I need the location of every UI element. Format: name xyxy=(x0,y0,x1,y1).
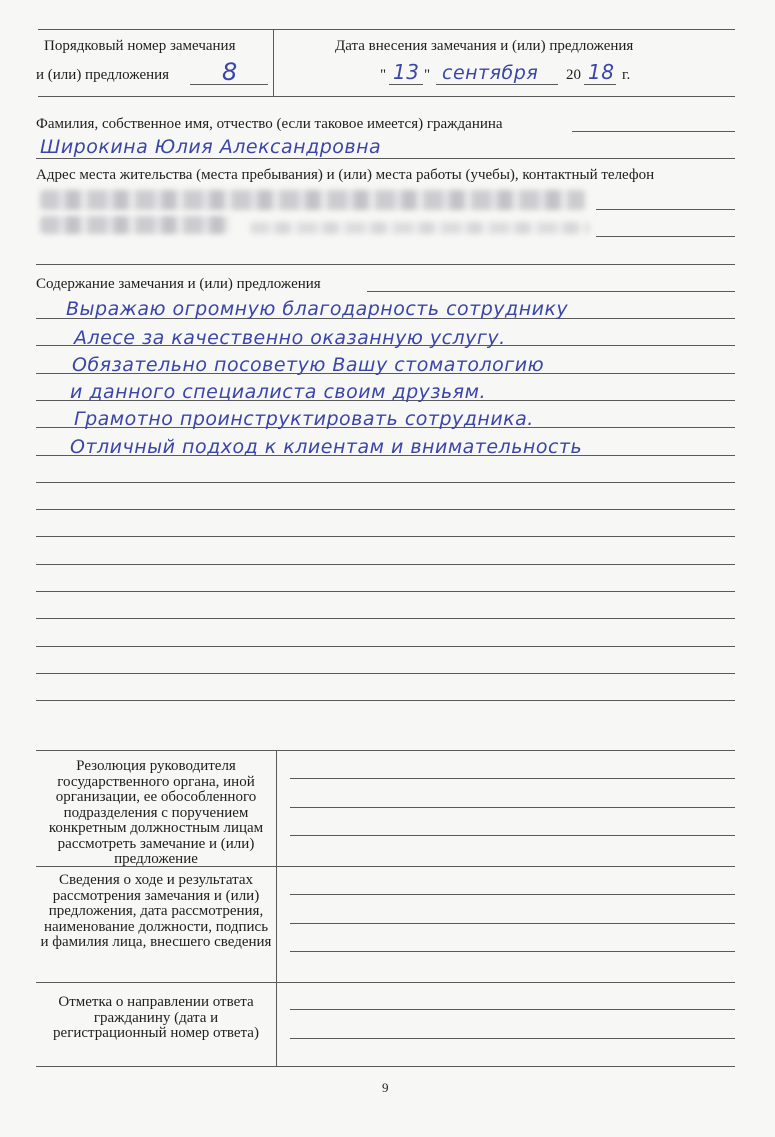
month-underline xyxy=(436,84,558,85)
content-rule-10 xyxy=(36,564,735,565)
content-line-3[interactable]: Обязательно посоветую Вашу стоматологию xyxy=(72,354,545,376)
address-redaction-2 xyxy=(40,216,230,234)
content-rule-12 xyxy=(36,618,735,619)
name-label: Фамилия, собственное имя, отчество (если таковое имеется) гражданина xyxy=(36,116,503,132)
resolution-label: Резолюция руководителя государственного органа, иной организации, ее обособленного подразделения с поручением конкретным должностным лицам рассмотреть замечание и (или) предложение xyxy=(48,758,264,867)
date-quote-close: " xyxy=(424,67,431,83)
table-rule-2 xyxy=(290,807,735,808)
table-rule-1 xyxy=(290,778,735,779)
name-underline-2 xyxy=(36,158,735,159)
header-top-border xyxy=(38,29,735,30)
table-row2-bottom xyxy=(36,982,735,983)
date-year-prefix: 20 xyxy=(566,67,581,83)
date-day[interactable]: 13 xyxy=(393,60,420,84)
content-rule-14 xyxy=(36,673,735,674)
content-line-6[interactable]: Отличный подход к клиентам и внимательность xyxy=(70,436,583,458)
content-underline-first xyxy=(367,291,735,292)
table-rule-5 xyxy=(290,923,735,924)
content-rule-15 xyxy=(36,700,735,701)
content-rule-13 xyxy=(36,646,735,647)
number-value[interactable]: 8 xyxy=(222,58,238,86)
table-rule-7 xyxy=(290,1009,735,1010)
table-bottom-border xyxy=(36,1066,735,1067)
table-rule-3 xyxy=(290,835,735,836)
date-quote-open: " xyxy=(380,67,387,83)
content-line-5[interactable]: Грамотно проинструктировать сотрудника. xyxy=(74,408,534,430)
number-label-line2: и (или) предложения xyxy=(36,67,170,83)
progress-info-label: Сведения о ходе и результатах рассмотрения замечания и (или) предложения, дата рассмотрения, наименование должности, подпись и фамилия лица, внесшего сведения xyxy=(40,872,272,950)
address-underline-3 xyxy=(36,264,735,265)
address-label: Адрес места жительства (места пребывания) и (или) места работы (учебы), контактный телефон xyxy=(36,167,655,183)
table-rule-4 xyxy=(290,894,735,895)
address-redaction-3 xyxy=(250,222,590,234)
header-divider xyxy=(273,29,274,96)
table-rule-8 xyxy=(290,1038,735,1039)
content-line-4[interactable]: и данного специалиста своим друзьям. xyxy=(70,381,486,403)
content-rule-11 xyxy=(36,591,735,592)
answer-mark-label: Отметка о направлении ответа гражданину (дата и регистрационный номер ответа) xyxy=(53,994,259,1041)
address-underline-1 xyxy=(596,209,735,210)
content-line-2[interactable]: Алесе за качественно оказанную услугу. xyxy=(74,327,506,349)
content-rule-9 xyxy=(36,536,735,537)
date-label: Дата внесения замечания и (или) предложения xyxy=(335,38,634,54)
page-number: 9 xyxy=(382,1080,389,1095)
table-divider xyxy=(276,750,277,1066)
table-top-border xyxy=(36,750,735,751)
number-label-line1: Порядковый номер замечания xyxy=(44,38,236,54)
year-underline xyxy=(584,84,616,85)
content-label: Содержание замечания и (или) предложения xyxy=(36,276,321,292)
content-rule-8 xyxy=(36,509,735,510)
header-bottom-border xyxy=(38,96,735,97)
address-underline-2 xyxy=(596,236,735,237)
content-rule-7 xyxy=(36,482,735,483)
content-line-1[interactable]: Выражаю огромную благодарность сотруднику xyxy=(66,298,569,320)
name-value[interactable]: Широкина Юлия Александровна xyxy=(40,136,382,158)
table-rule-6 xyxy=(290,951,735,952)
date-year-unit: г. xyxy=(622,67,631,83)
day-underline xyxy=(389,84,423,85)
name-underline-1 xyxy=(572,131,735,132)
address-redaction-1 xyxy=(40,190,585,210)
date-year-suffix[interactable]: 18 xyxy=(588,60,615,84)
date-month[interactable]: сентября xyxy=(442,62,539,84)
